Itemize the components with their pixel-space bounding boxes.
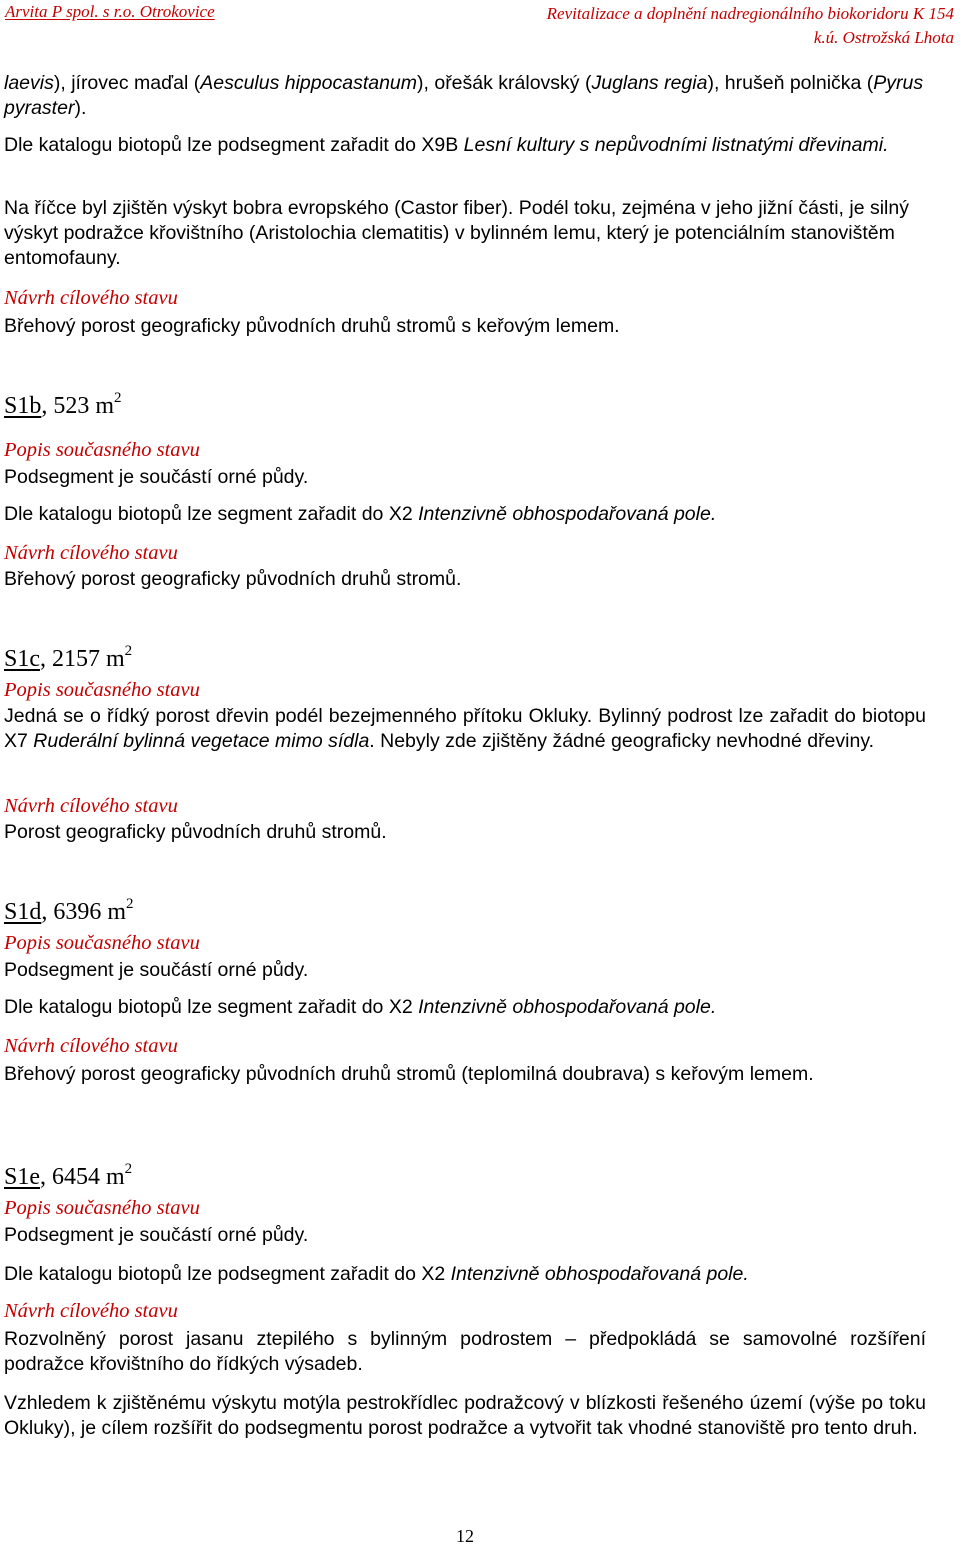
current-state-heading: Popis současného stavu (4, 679, 200, 701)
segment-heading-s1e (4, 1161, 133, 1191)
target-state-heading: Návrh cílového stavu (4, 1035, 178, 1057)
segment-area: , 6396 m (41, 899, 127, 925)
segment-heading-s1d (4, 896, 134, 926)
intro-target-text: Břehový porost geograficky původních druhů stromů s keřovým lemem. (4, 315, 620, 337)
catalog-biotope-name: Intenzivně obhospodařovaná pole. (418, 996, 717, 1018)
current-state-text-2: . Nebyly zde zjištěny žádné geograficky nevhodné dřeviny. (369, 730, 875, 752)
segment-code: S1b (4, 393, 42, 419)
header-project-line2: k.ú. Ostrožská Lhota (813, 28, 954, 47)
current-state-text: Podsegment je součástí orné půdy. (4, 1224, 309, 1246)
intro-species-text-1: ), jírovec maďal ( (53, 72, 201, 94)
page-number: 12 (456, 1526, 474, 1546)
catalog-biotope-name: Intenzivně obhospodařovaná pole. (450, 1263, 749, 1285)
intro-fauna-paragraph: Na říčce byl zjištěn výskyt bobra evropského (Castor fiber). Podél toku, zejména v jeho jižní části, je silný výskyt podražce křovištního (Aristolochia clematitis) v bylinném lemu, který je potenciálním stanovištěm entomofauny. (4, 197, 909, 269)
header-company: Arvita P spol. s r.o. Otrokovice (5, 2, 215, 21)
intro-catalog-italic: Lesní kultury s nepůvodními listnatými dřevinami. (463, 134, 889, 156)
catalog-text: Dle katalogu biotopů lze segment zařadit do X2 (4, 996, 419, 1018)
intro-species-italic-4: Pyrus pyraster (4, 72, 924, 119)
catalog-classification (4, 502, 926, 527)
current-state-text: Podsegment je součástí orné půdy. (4, 959, 309, 981)
segment-area-exponent: 2 (124, 1161, 133, 1177)
target-state-text: Břehový porost geograficky původních druhů stromů. (4, 568, 462, 590)
catalog-text: Dle katalogu biotopů lze podsegment zařadit do X2 (4, 1263, 451, 1285)
catalog-classification (4, 1262, 926, 1287)
current-state-heading: Popis současného stavu (4, 1197, 200, 1219)
target-state-heading: Návrh cílového stavu (4, 542, 178, 564)
segment-heading-s1b (4, 390, 122, 420)
header-project-line1: Revitalizace a doplnění nadregionálního biokoridoru K 154 (546, 4, 954, 23)
intro-species-text-2: ), ořešák královský ( (417, 72, 592, 94)
target-state-rationale: Vzhledem k zjištěnému výskytu motýla pestrokřídlec podražcový v blízkosti řešeného území (výše po toku Okluky), je cílem rozšířit do podsegmentu porost podražce a vytvořit tak vhodné stanoviště pro tento druh. (4, 1392, 926, 1439)
intro-species-italic-1: laevis (4, 72, 54, 94)
segment-area-exponent: 2 (124, 643, 133, 659)
current-state-heading: Popis současného stavu (4, 932, 200, 954)
target-state-heading: Návrh cílového stavu (4, 1300, 178, 1322)
current-state-heading: Popis současného stavu (4, 439, 200, 461)
segment-code: S1c (4, 646, 40, 672)
catalog-text: Dle katalogu biotopů lze segment zařadit do X2 (4, 503, 419, 525)
intro-species-italic-3: Juglans regia (591, 72, 708, 94)
intro-species-text-3: ), hrušeň polnička ( (707, 72, 874, 94)
segment-area-exponent: 2 (114, 390, 122, 406)
target-state-heading: Návrh cílového stavu (4, 795, 178, 817)
intro-species-paragraph (4, 71, 926, 121)
intro-species-italic-2: Aesculus hippocastanum (200, 72, 418, 94)
intro-species-text-4: ). (74, 97, 87, 119)
current-state-text: Podsegment je součástí orné půdy. (4, 466, 309, 488)
segment-code: S1d (4, 899, 42, 925)
intro-catalog-paragraph (4, 133, 926, 158)
segment-area: , 6454 m (40, 1164, 125, 1190)
segment-code: S1e (4, 1164, 40, 1190)
header-project-title (547, 2, 954, 50)
segment-area: , 523 m (41, 393, 115, 419)
segment-heading-s1c (4, 643, 133, 673)
intro-target-heading: Návrh cílového stavu (4, 287, 178, 309)
current-state-biotope-name: Ruderální bylinná vegetace mimo sídla (33, 730, 370, 752)
current-state-text (4, 704, 926, 754)
current-state-text-1: Jedná se o řídký porost dřevin podél bezejmenného přítoku Okluky. Bylinný podrost lze zařadit do biotopu X7 (4, 705, 926, 752)
catalog-classification (4, 995, 926, 1020)
segment-area-exponent: 2 (126, 896, 134, 912)
target-state-text: Rozvolněný porost jasanu ztepilého s bylinným podrostem – předpokládá se samovolné rozšíření podražce křovištního do řídkých výsadeb. (4, 1328, 926, 1375)
catalog-biotope-name: Intenzivně obhospodařovaná pole. (418, 503, 717, 525)
intro-catalog-text: Dle katalogu biotopů lze podsegment zařadit do X9B (4, 134, 464, 156)
target-state-text: Břehový porost geograficky původních druhů stromů (teplomilná doubrava) s keřovým lemem. (4, 1063, 814, 1085)
segment-area: , 2157 m (40, 646, 125, 672)
target-state-text: Porost geograficky původních druhů stromů. (4, 821, 387, 843)
